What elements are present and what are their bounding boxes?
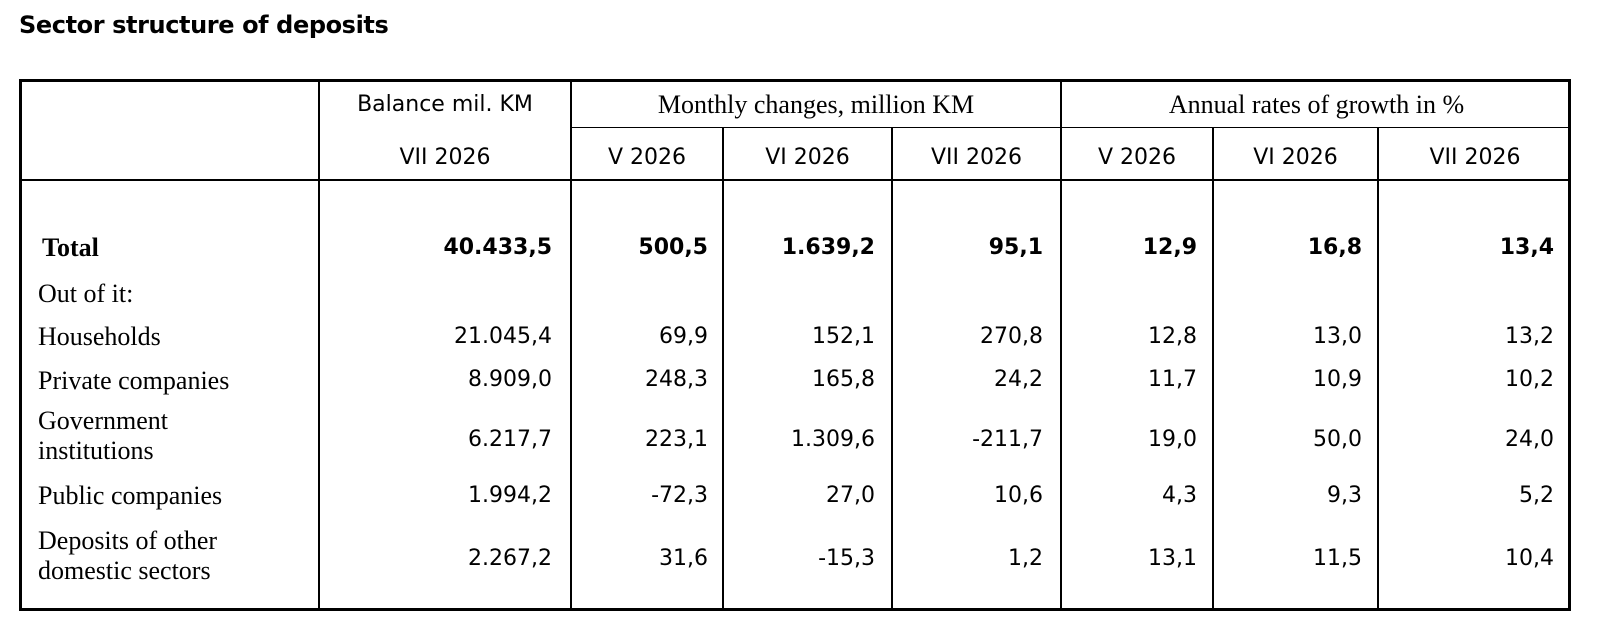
- table-cell: 1.994,2: [468, 483, 552, 508]
- row-label-out-of-it: Out of it:: [38, 279, 134, 308]
- table-cell: 152,1: [812, 324, 875, 349]
- row-label-public-companies: Public companies: [38, 481, 223, 510]
- table-cell: 10,2: [1505, 367, 1554, 392]
- table-cell: 24,0: [1505, 427, 1554, 452]
- table-cell: 40.433,5: [443, 235, 552, 260]
- table-cell: 500,5: [638, 235, 708, 260]
- table-cell: 11,7: [1148, 367, 1197, 392]
- table-cell: 13,0: [1313, 324, 1362, 349]
- row-label-government-institutions: Government institutions: [38, 406, 168, 465]
- table-cell: 4,3: [1162, 483, 1197, 508]
- table-cell: 223,1: [645, 427, 708, 452]
- period-header: V 2026: [1097, 145, 1177, 170]
- table-cell: 2.267,2: [468, 546, 552, 571]
- period-header: VI 2026: [765, 145, 850, 170]
- table-cell: 13,4: [1499, 235, 1554, 260]
- deposits-table: [19, 79, 1571, 611]
- table-cell: 10,6: [994, 483, 1043, 508]
- annual-growth-header: Annual rates of growth in %: [1168, 90, 1465, 119]
- row-label-households: Households: [38, 322, 161, 351]
- table-cell: 21.045,4: [454, 324, 552, 349]
- row-label-private-companies: Private companies: [38, 366, 230, 395]
- table-cell: 5,2: [1519, 483, 1554, 508]
- table-cell: 1.639,2: [781, 235, 875, 260]
- period-header: VII 2026: [930, 145, 1022, 170]
- table-cell: 12,8: [1148, 324, 1197, 349]
- table-cell: 248,3: [645, 367, 708, 392]
- table-cell: 10,4: [1505, 546, 1554, 571]
- table-cell: -15,3: [818, 546, 875, 571]
- row-label-other-domestic-sectors: Deposits of other domestic sectors: [38, 526, 218, 585]
- monthly-changes-header: Monthly changes, million KM: [657, 90, 975, 119]
- table-cell: 9,3: [1327, 483, 1362, 508]
- table-cell: 13,1: [1148, 546, 1197, 571]
- period-header: V 2026: [607, 145, 687, 170]
- table-cell: -211,7: [972, 427, 1043, 452]
- header-subdivider: [570, 127, 1571, 128]
- period-header: VII 2026: [1429, 145, 1521, 170]
- table-cell: 31,6: [659, 546, 708, 571]
- period-header: VII 2026: [399, 145, 491, 170]
- header-bottom-border: [22, 179, 1568, 181]
- table-cell: 10,9: [1313, 367, 1362, 392]
- period-header: VI 2026: [1253, 145, 1338, 170]
- page-title: Sector structure of deposits: [19, 11, 389, 39]
- table-cell: 24,2: [994, 367, 1043, 392]
- table-cell: 19,0: [1148, 427, 1197, 452]
- table-cell: 11,5: [1313, 546, 1362, 571]
- table-cell: 6.217,7: [468, 427, 552, 452]
- table-cell: -72,3: [651, 483, 708, 508]
- table-cell: 270,8: [980, 324, 1043, 349]
- table-cell: 12,9: [1142, 235, 1197, 260]
- table-cell: 50,0: [1313, 427, 1362, 452]
- table-cell: 27,0: [826, 483, 875, 508]
- row-label-total: Total: [42, 233, 99, 262]
- table-cell: 8.909,0: [468, 367, 552, 392]
- table-cell: 1,2: [1008, 546, 1043, 571]
- table-cell: 16,8: [1307, 235, 1362, 260]
- table-cell: 69,9: [659, 324, 708, 349]
- table-cell: 1.309,6: [791, 427, 875, 452]
- table-cell: 95,1: [988, 235, 1043, 260]
- table-cell: 165,8: [812, 367, 875, 392]
- table-cell: 13,2: [1505, 324, 1554, 349]
- balance-header: Balance mil. KM: [357, 92, 533, 117]
